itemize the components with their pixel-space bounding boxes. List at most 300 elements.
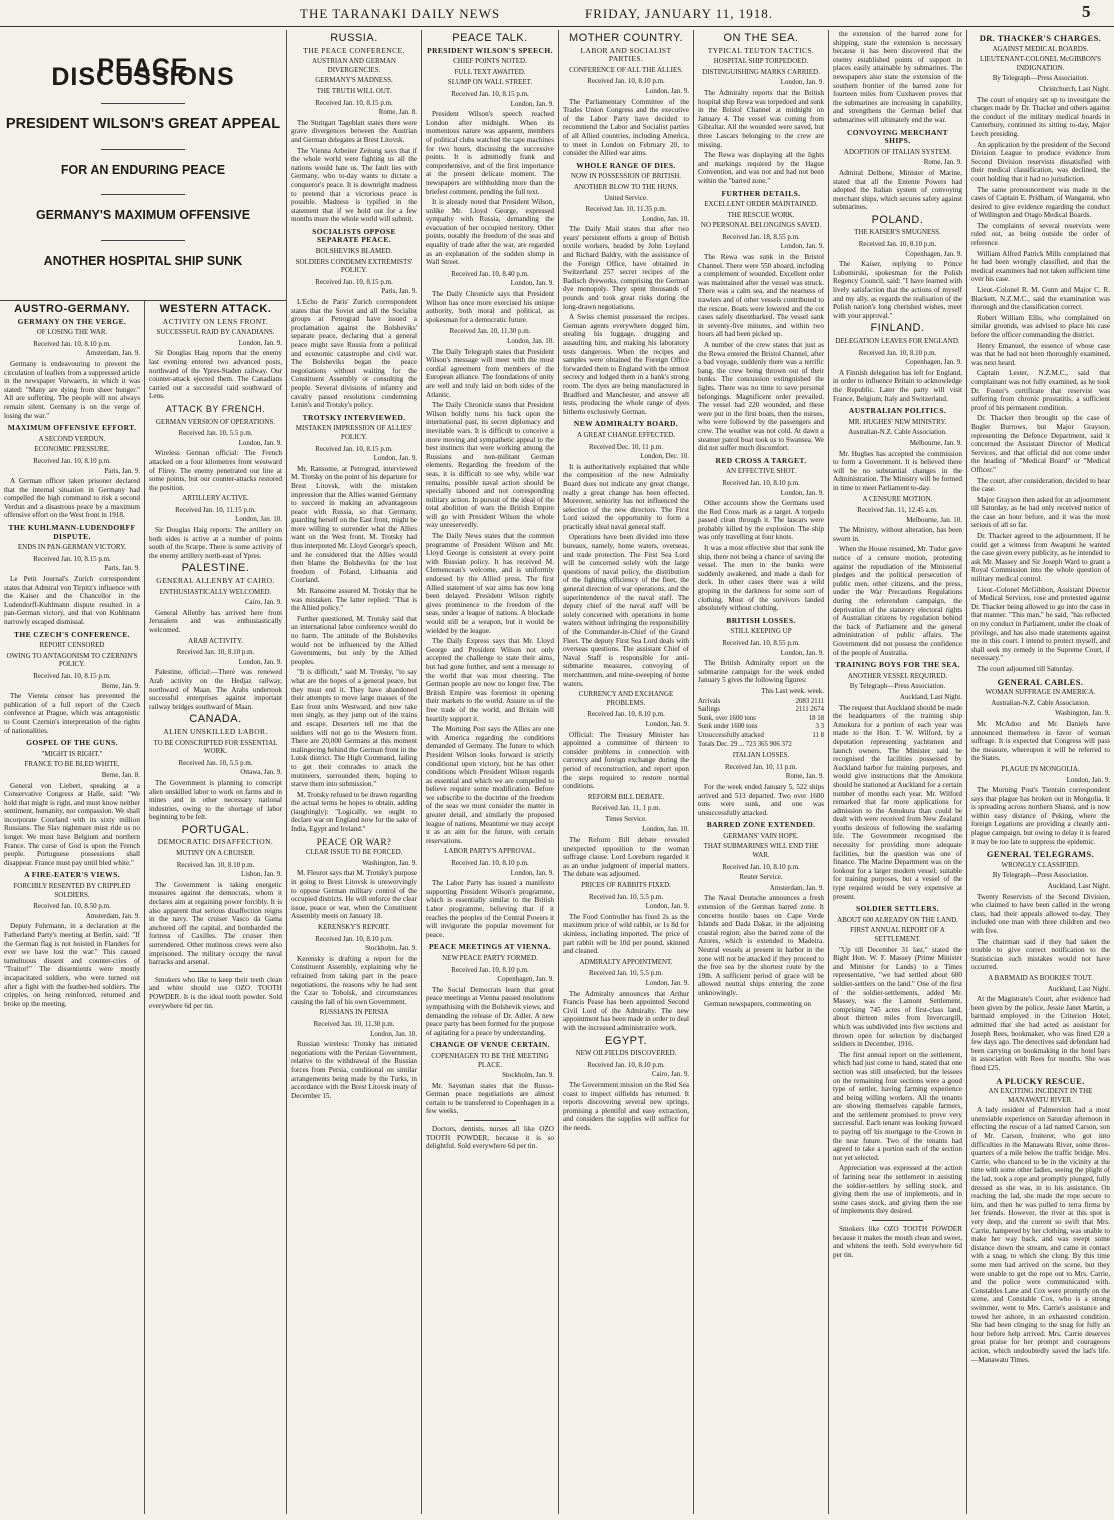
paragraph: The Admiralty announces that Arthur Francis Pease has been appointed Second Civil Lord of the Admiralty. The new appointment has been made in order to deal with the increased administrative work.: [563, 989, 689, 1032]
paragraph: A Finnish delegation has left for England, in order to influence Britain to acknowledge the Republic. Later the party will visit France, Belgium, Italy and Switzerland.: [833, 368, 962, 403]
subhead: GERMANY'S MADNESS.: [315, 76, 393, 85]
subhead: THE KUHLMANN-LUDENDORFF DISPUTE.: [8, 523, 136, 541]
subhead: THE TRUTH WILL OUT.: [316, 86, 392, 95]
subhead: ADOPTION OF ITALIAN SYSTEM.: [843, 147, 952, 156]
advertisement: Doctors, dentists, nurses all like OZO TOOTH POWDER, because it is so delightful. Sold everywhere 6d per tin.: [426, 1125, 554, 1151]
place: London, Jan. 9.: [238, 438, 282, 447]
subhead: GENERAL TELEGRAMS.: [986, 849, 1095, 860]
banner-subhead-3: GERMANY'S MAXIMUM OFFENSIVE: [35, 208, 251, 223]
paragraph: Le Petit Journal's Zurich correspondent states that Admiral von Tirpitz's influence with the Kaiser and the Chancellor in the Ludendorff-Kuhlmann dispute resulted in a pan-German victory, and that von Kuhlmann narrowly escaped dismissal.: [4, 575, 140, 626]
paragraph: The Reform Bill debate revealed unexpected opposition to the woman suffrage clause. Lord Loreburn regarded it as an undue judgment of imperial matters. The debate was adjourned.: [563, 836, 689, 879]
subhead: PEACE OR WAR?: [316, 836, 392, 847]
subhead: REPORT CENSORED: [39, 641, 105, 650]
place: London, Jan. 9.: [645, 719, 689, 728]
place: Amsterdam, Jan. 9.: [85, 911, 140, 920]
paragraph: The Rewa was displaying all the lights and markings required by the Hague Convention, and was not and had not been within the "barred zone.": [698, 151, 824, 185]
dateline: Received Jan. 10, 5.5 p.m.: [588, 892, 664, 901]
column-on-the-sea: [693, 30, 828, 1514]
subhead: THE CZECH'S CONFERENCE.: [13, 629, 131, 639]
place: Amsterdam, Jan. 9.: [769, 883, 824, 892]
paragraph: President Wilson's speech reached London after midnight. When its momentous nature was apparent, members of political clubs watched the tape machines for two hours, discussing the successive points. It is admittedly frank and comprehensive, and of the first importance at the present delicate moment. The newspapers are withholding more than the briefest comment, pending the full text.: [426, 110, 554, 196]
section-title: MOTHER COUNTRY.: [568, 32, 684, 44]
paragraph: Sir Douglas Haig reports that the enemy last evening entered two advanced posts, northward of the Ypres-Staden railway. Our counter-attack ejected them. The Canadians carried out a successful raid southward of Lens.: [149, 349, 282, 401]
subhead: By Telegraph—Press Association.: [992, 871, 1089, 880]
paragraph: General Allenby has arrived here from Jerusalem and was enthusiastically welcomed.: [149, 608, 282, 634]
section-title: WESTERN ATTACK.: [159, 303, 272, 315]
table-row: Sunk, over 1600 tons 18 18: [698, 714, 824, 722]
paragraph: The Daily Express says that Mr. Lloyd George and President Wilson not only accepted the challenge to state their aims, but had gone further, and sent a message to the world that was most cheering. The German people are now no longer free. The British Empire was foremost in opening their markets to the world. Assure us of the free trade of the world, and Britain will heartily support it.: [426, 637, 554, 723]
place: Stockholm, Jan. 9.: [502, 1071, 554, 1080]
banner-subhead-4: ANOTHER HOSPITAL SHIP SUNK: [43, 253, 243, 268]
page-number: 5: [1082, 2, 1092, 21]
place: Cairo, Jan. 9.: [651, 1070, 689, 1079]
place: Cairo, Jan. 9.: [244, 598, 282, 607]
place: London, Jan. 9.: [780, 648, 824, 657]
dateline: Received Jan. 10, 8.15 p.m.: [451, 89, 529, 98]
place: Washington, Jan. 9.: [1055, 709, 1110, 718]
dateline: Received Jan. 10, 8.10 p.m.: [33, 339, 111, 348]
subhead: PORTUGAL.: [181, 823, 250, 836]
dateline: Received Jan. 11, 12.45 a.m.: [857, 506, 938, 515]
dateline: Received Jan. 10, 8.10 p.m.: [587, 77, 665, 86]
paragraph: Other accounts show the Germans used the Red Cross mark as a target. A torpedo passed clean through it. The lascars were probably killed by the explosion. The ship was only travelling at four knots.: [698, 499, 824, 542]
subhead: ECONOMIC PRESSURE.: [34, 445, 110, 454]
dateline: Received Jan. 10, 8.10 p.m.: [176, 860, 255, 869]
place: London, Jan. 9.: [645, 86, 689, 95]
paragraph: The Rewa was sunk in the Bristol Channel. There were 550 aboard, including a complement of wounded. Excellent order was maintained after the vessel was struck. There was a calm sea, and the nearness of trawlers and of other vessels contributed to the rescue. Boats were lowered and the cot cases safely disembarked. The vessel sank in seventy-five minutes, and within two hours all had been picked up.: [698, 253, 824, 339]
subhead: TO BE CONSCRIPTED FOR ESSENTIAL WORK.: [153, 738, 278, 756]
paragraph: The Kaiser, replying to Prince Lubomirski, spokesman for the Polish Regency Council, said: "I have learned with lively satisfaction that the actions of myself and my ally, as regards the realisation of the Polish nation's long cherished wishes, meet with your approval.": [833, 260, 962, 320]
paragraph: M. Fleurot says that M. Trotsky's purpose in going to Brest Litovsk is unswervingly to oppose German military control of the occupied districts. He will enforce the clear issue, peace or war, when the Constituent Assembly meets on January 18.: [291, 869, 417, 921]
subhead: THE KAISER'S SMUGNESS.: [854, 228, 941, 237]
paragraph: Palestine, official:—There was renewed Arab activity on the Hedjaz railway, northward of Maan. The Arabs undertook successful enterprises against important railway bridges southward of Maan.: [149, 668, 282, 711]
subhead: CHIEF POINTS NOTED.: [453, 57, 527, 66]
paragraph: The Government is taking energetic measures against the democrats, whom it declares aim at regaining power forcibly. It is also apparent that serious disaffection reigns in the navy. The cruiser Vasco da Gama anchored off the capital, and bombarded the fortress of Caxilles. The cruiser then surrendered. Other mutinous crews were also imprisoned. The military occupy the naval barracks and arsenal.: [149, 880, 282, 967]
subhead: FORCIBLY RESENTED BY CRIPPLED SOLDIERS.: [13, 882, 131, 899]
paragraph: Dr. Thacker agreed to the adjournment. If he could get a witness from Awapuni he wanted the case given every publicity, as he intended to ask Mr. Massey and Sir Joseph Ward to grant a Royal Commission into the whole question of military medical control.: [971, 532, 1110, 584]
place: Rome, Jan. 9.: [923, 158, 962, 167]
subhead: CLEAR ISSUE TO BE FORCED.: [305, 848, 403, 857]
subhead: BRITISH LOSSES.: [726, 615, 796, 625]
place: Copenhagen, Jan. 9.: [497, 975, 554, 984]
paragraph: The Labor Party has issued a manifesto supporting President Wilson's programme, which is essentially similar to the British Labor programme, believing that if it reaches the peoples of the Central Powers it will invigorate the popular movement for peace.: [426, 879, 554, 939]
subhead: TYPICAL TEUTON TACTICS.: [707, 45, 815, 55]
paragraph: At the Magistrate's Court, after evidence had been given by the police, Jessie Janet Martin, a barmaid employed in the Criterion Hotel, admitted that she had acted as assistant for Joseph Rees, bookmaker, who was fined £20 a few days ago. The detectives said defendant had been carrying on bookmaking in the hotel bars in association with Rees for months. She was fined £25.: [971, 995, 1110, 1072]
paragraph: Mr. Hughes has accepted the commission to form a Government. It is believed there will be no substantial changes in the Administration. The Ministry will be formed in time to meet Parliament to-day.: [833, 449, 962, 492]
place: Rome, Jan. 8.: [378, 108, 417, 117]
paragraph: The first annual report on the settlement, which had just come to hand, stated that one section was still unselected, but the lessees on the remaining four sections were a good type of settler, having farming experience and being willing workers. All the tenants are showing themselves capable farmers, and the settlement promised to prove very successful. Each tenant was looking forward to paying off his mortgage to the Crown in the near future. Two of the tenants had agreed to take a portion each of the section not yet selected.: [833, 1050, 962, 1162]
paragraph: The Vienna Arbeiter Zeitung says that if the whole world were fighting us all the nations would hate us. The fault lies with Germany, who to-day wants to dictate a conqueror's peace. It is downright madness to pretend that a victorious peace is possible. Madness is typified in the statement that if we hold out for a few months more the whole world will submit.: [291, 146, 417, 224]
subhead: Australian-N.Z. Cable Association.: [991, 698, 1090, 707]
subhead: DELEGATION LEAVES FOR ENGLAND.: [835, 337, 960, 345]
subhead: SLUMP ON WALL STREET.: [447, 78, 533, 87]
subhead: CHANGE OF VENUE CERTAIN.: [429, 1040, 551, 1050]
place: London, Jan. 9.: [780, 78, 824, 87]
masthead: [0, 0, 1114, 27]
paragraph: The Ministry, without alteration, has been sworn in.: [833, 526, 962, 543]
subhead: AUSTRALIAN POLITICS.: [848, 406, 947, 416]
paragraph: The request that Auckland should be made the headquarters of the training ship Amokura for a portion of each year was made to the Hon. T. W. Wilford, by a deputation representing yachtsmen and launch owners. The Minister said he recognised the facilities possessed by Auckland harbor for training purposes, and would give instructions that the Amokura should be stationed at Auckland for a certain number of months each year. Mr. Wilford remarked that far more applications for admission to the Amokura than could be dealt with were received from New Zealand youths desirous of following the seafaring life. The Government recognised the necessity for providing more adequate facilities, but the question was one of finance. The Marine Department was on the lookout for a larger modern vessel, suitable for training purposes, but a vessel of the type required would be very expensive at present.: [833, 703, 962, 901]
section-title: PEACE TALK.: [452, 32, 528, 44]
paragraph: The court of enquiry set up to investigate the charges made by Dr. Thacker and others against the conduct of the military medical boards in Canterbury, continued its sitting to-day, Major Leech presiding.: [971, 95, 1110, 138]
paragraph: Sir Douglas Haig reports: The artillery on both sides is active at a number of points south of the Scarpe. There is some activity of the enemy artillery north-east of Ypres.: [149, 526, 282, 560]
dateline: Received Jan. 10, 8.10 p.m.: [722, 862, 800, 871]
subhead: ENTHUSIASTICALLY WELCOMED.: [159, 587, 272, 596]
place: Berne, Jan. 9.: [101, 681, 140, 690]
advertisement: Smokers who like to keep their teeth clean and white should use OZO TOOTH POWDER. It is the ideal tooth powder. Sold everywhere 6d per tin.: [149, 975, 282, 1010]
advertisement: Smokers like OZO TOOTH POWDER because it makes the mouth clean and sweet, and whitens the teeth. Sold everywhere 6d per tin.: [833, 1225, 962, 1259]
subhead: GERMAN VERSION OF OPERATIONS.: [155, 417, 276, 426]
paragraph: When the House resumed, Mr. Tudor gave notice of a censure motion, protesting against the repudiation of the Ministerial pledges and the political persecution of public men, other citizens, and the press, under the War Precautions Regulations during the referendum campaign, the deprivation of the statutory electoral rights of Australian citizens by regulation behind the back of Parliament and the general administration of public affairs. The Government did not possess the confidence of the people of Australia.: [833, 545, 962, 657]
subhead: EGYPT.: [604, 1034, 648, 1047]
paragraph: It is authoritatively explained that while the composition of the new Admiralty Board does not indicate any great change, really a great change has been effected. Moreover, seniority has not influenced the selection of the new directors. The First Lord seized the opportunity to form a practically ideal naval general staff.: [563, 462, 689, 531]
dateline: Received Jan. 10, 8.10 p.m.: [722, 478, 800, 487]
subhead: NOW IN POSSESSION OF BRITISH.: [570, 172, 682, 181]
dateline: Received Jan. 11, 1 p.m.: [591, 804, 661, 813]
subhead: ARAB ACTIVITY.: [188, 636, 243, 645]
paragraph: The Daily Chronicle says that President Wilson has once more exercised his unique authority, both moral and political, as spokesman for a democratic future.: [426, 290, 554, 324]
place: London, Jan. 9.: [510, 279, 554, 288]
paragraph: The court adjourned till Saturday.: [977, 664, 1074, 673]
dateline: Received Jan. 10, 8.10 p.m.: [858, 348, 937, 357]
subhead: OWING TO ANTAGONISM TO CZERNIN'S POLICY.: [6, 651, 138, 669]
paragraph: The British Admiralty report on the submarine campaign for the week ended January 5 gives the following figures:: [698, 659, 824, 685]
table-row: Sailings 2111 2674: [698, 706, 824, 714]
dateline: Received Jan. 10, 5.5 p.m.: [178, 429, 253, 438]
subhead: WOMAN SUFFRAGE IN AMERICA.: [985, 688, 1096, 697]
subhead: PALESTINE.: [181, 562, 250, 575]
column-russia: [286, 30, 421, 1514]
dateline: Received Jan. 10, 11.15 p.m.: [175, 505, 256, 514]
paragraph: Deputy Fuhrmann, in a declaration at the Fatherland Party's meeting at Berlin, said: "If the German flag is not hoisted in Flanders for ever we have lost the war." This caused tumultuous dissent and counter-cries of "Traitor!" The dissentients were mostly incapacitated soldiers, who were turned out after a fight with the feather-bed soldiers. The cripples, on being reinforced, returned and broke up the meeting.: [4, 922, 140, 1008]
dateline: Received Jan. 10, 8.40 p.m.: [451, 269, 529, 278]
subhead: PEACE MEETINGS AT VIENNA.: [428, 942, 552, 952]
paragraph: Germany is endeavouring to prevent the circulation of leaflets from a suppressed article in the newspaper Vorwaerts, in which it was stated: "Many are dying from sheer hunger." All are suffering. The people will not always remain silent. Germany is on the verge of losing the war.": [4, 359, 140, 420]
paragraph: Henry Emanuel, the essence of whose case was that he had not been thoroughly examined, was next heard.: [971, 341, 1110, 367]
subhead: NEW OILFIELDS DISCOVERED.: [575, 1049, 677, 1058]
place: London, Jan. 9.: [780, 242, 824, 251]
table-totals: Totals Dec. 29 ... 723 365 906 372: [698, 740, 792, 748]
place: Paris, Jan. 9.: [104, 564, 140, 573]
place: Washington, Jan. 9.: [362, 858, 417, 867]
place: London, Jan. 9.: [780, 488, 824, 497]
paragraph: Mr. Saysman states that the Russo-German peace negotiations are almost certain to be transferred to Copenhagen in a few weeks.: [426, 1081, 554, 1116]
subhead: BOLSHEVIKS BLAMED.: [315, 247, 393, 256]
subhead: DR. THACKER'S CHARGES.: [979, 33, 1102, 43]
subhead: KERENSKY'S REPORT.: [318, 923, 390, 931]
paragraph: "It is difficult," said M. Trotsky, "to say what are the hopes of a general peace, but they must end it. They have abandoned their attempts to move large masses of the East front units Westward, and now take men singly, as they jump out of the trains and escape. Deserters tell me that the soldiers will not go to the Western front. There are 20,000 Germans at this moment malingering behind the German front in the Lutsk district. The High Command, failing to get their comrades to attack the mutineers, surrounded them, hoping to starve them into submission.": [291, 668, 417, 789]
subhead: LABOR AND SOCIALIST PARTIES.: [580, 45, 672, 64]
paragraph: Lieut.-Colonel McGibbon, Assistant Director of Medical Services, rose and protested against Dr. Thacker being allowed to go into the case in that manner. "This man," he said, "has reflected on my conduct in Parliament, under the cloak of privilege, and has also made statements against me in this court. I intend to protect myself, and shall seek my remedy in the Supreme Court, if necessary.": [971, 585, 1110, 663]
paragraph: Mr. Ransome assured M. Trotsky that he was mistaken. The latter replied: "That is the Allied policy.": [291, 587, 417, 613]
paragraph: Appreciation was expressed at the action of farming near the settlement in assisting the soldier-settlers by selling stock, and giving them the use of implements, and in some cases stock, and giving them the use of implements they desired.: [833, 1164, 962, 1216]
dateline: Received Jan. 10, 8.10 p.m.: [315, 934, 393, 943]
column-austro-germany: [0, 300, 144, 1514]
place: London, Jan. 9.: [510, 99, 554, 108]
subhead: SUCCESSFUL RAID BY CANADIANS.: [156, 328, 275, 337]
dateline: Received Jan. 10, 11 p.m.: [724, 762, 798, 771]
dateline: Received Jan. 10, 8.10 p.m.: [587, 1060, 665, 1069]
place: Stockholm, Jan. 9.: [365, 944, 417, 953]
subhead: SOLDIER SETTLERS.: [855, 904, 940, 914]
newspaper-title: THE TARANAKI DAILY NEWS: [300, 6, 501, 21]
subhead: DEMOCRATIC DISAFFECTION.: [157, 837, 274, 847]
paragraph: Twenty Reservists of the Second Division, who claimed to have been called in the wrong class, had their appeals allowed to-day. They included one man with three children and two with five.: [971, 892, 1110, 935]
subhead: AN EXCITING INCIDENT IN THE MANAWATU RIVER.: [988, 1087, 1093, 1104]
paragraph: The Stuttgart Tageblatt states there were grave divergences between the Austrian and German delegates at Brest Litovsk.: [291, 118, 417, 144]
subhead: ENDS IN PAN-GERMAN VICTORY.: [17, 543, 127, 552]
subhead: Australian-N.Z. Cable Association.: [848, 428, 947, 437]
subhead: A CENSURE MOTION.: [862, 494, 933, 503]
subhead: FIRST ANNUAL REPORT OF A SETTLEMENT.: [850, 926, 945, 943]
paragraph: An application by the president of the Second Division League to produce evidence from Second Division reservists dissatisfied with their medical classification, was declined, the court holding that it had no jurisdiction.: [971, 140, 1110, 183]
paragraph: The Naval Deutsche announces a fresh extension of the German barred zone. It concerns hostile bases on Cape Verde Islands and Dada Dakar, in the adjoining coastal region; also the barred zone of the Azores, which is extended to Madeira. Neutral vessels at present in harbor in the zone will not be attacked if they proceed to the free sea by the shortest route by the 19th. A sufficient period of grace will be allowed neutral ships entering the zone unknowingly.: [698, 894, 824, 997]
subhead: CURRENCY AND EXCHANGE PROBLEMS.: [578, 690, 674, 707]
paragraph: The Food Controller has fixed 2s as the maximum price of wild rabbit, or 1s 8d for skinless, including imported. The price of part rabbit will be 10d per pound, skinned and cleaned.: [563, 912, 689, 956]
paragraph: A German officer taken prisoner declared that the internal situation in Germany had compelled the high command to risk a second Verdun and a disastrous peace by a maximum offensive effort on the West front in 1918.: [4, 477, 140, 520]
subhead: CONFERENCE OF ALL THE ALLIES.: [569, 65, 683, 74]
place: Paris, Jan. 9.: [104, 466, 140, 475]
subhead: AN EFFECTIVE SHOT.: [725, 467, 797, 476]
dateline: Received Jan. 18, 8.55 p.m.: [722, 232, 800, 241]
subhead: ALIEN UNSKILLED LABOR.: [163, 726, 268, 736]
dateline: Received Jan. 10, 8.15 p.m.: [315, 98, 393, 107]
subhead: FINLAND.: [870, 322, 925, 335]
column-western-attack: [144, 300, 286, 1514]
paragraph: The Government mission on the Red Sea coast to inspect oilfields has returned. It reports discovering several new springs, promising a plentiful and easy extraction, and considers the supplies will suffice for the needs.: [563, 1080, 689, 1132]
subhead: FURTHER DETAILS.: [721, 188, 801, 198]
paragraph: The Vienna censor has prevented the publication of a full report of the Czech conference at Prague, which was antagonistic to Count Czernin's interpretation of the rights of nationalities.: [4, 692, 140, 735]
paragraph: Admiral Delbone, Minister of Marine, stated that all the Entente Powers had adopted the Italian system of convoying merchant ships, which secures safety against submarines.: [833, 168, 962, 212]
dateline: Received Jan. 10, 8.50 p.m.: [33, 902, 111, 911]
place: London, Jan. 9.: [1066, 775, 1110, 784]
subhead: FULL TEXT AWAITED.: [454, 67, 526, 76]
dateline: Received Jan. 10, 11.35 p.m.: [585, 205, 667, 214]
subhead: GENERAL ALLENBY AT CAIRO.: [156, 576, 275, 586]
place: London, Jan. 9.: [645, 902, 689, 911]
subhead: United Service.: [604, 193, 648, 202]
subhead: COPENHAGEN TO BE THE MEETING PLACE.: [431, 1051, 549, 1069]
place: Copenhagen, Jan. 9.: [905, 249, 962, 258]
dateline: Received Jan. 10, 11.30 p.m.: [313, 1019, 395, 1028]
subhead: ABOUT 600 ALREADY ON THE LAND.: [837, 915, 958, 924]
dateline: Received Jan. 10, 8.15 p.m.: [33, 671, 111, 680]
table-row: Sunk under 1600 tons 3 3: [698, 723, 824, 731]
place: Melbourne, Jan. 10.: [906, 515, 962, 524]
paragraph: L'Echo de Paris' Zurich correspondent states that the Soviet and all the Socialist groups at Petrograd have issued a proclamation against the Bolsheviks' separate peace, declaring that a general peace might save Russia from a political and economic catastrophe and civil war. The Bolsheviks began the peace negotiations without waiting for the Constituent Assembly or consulting the people. Several divisions of infantry and cavalry passed resolutions condemning Lenin's and Trotsky's policy.: [291, 298, 417, 410]
dateline: Received Jan. 10, 8.15 p.m.: [315, 444, 393, 453]
subhead: WRONGLY CLASSIFIED.: [1001, 860, 1080, 869]
paragraph: Dr. Thacker then brought up the case of Bugler Burrows, but Major Grayson, representing the Defence Department, said it concerned the Assistant Director of Medical Services, and that official did not come under the heading of "Medical Board" or "Medical Officer.": [971, 414, 1110, 474]
subhead: RUSSIANS IN PERSIA: [319, 1008, 389, 1017]
paragraph: General von Liebert, speaking at a Conservative Congress at Halle, said: "We hold that might is right, and must know neither sentiment, humanity, nor compassion. We shall incorporate Courland with its sixty million Russians. The Slav nightmare must ride us no longer. We must have Belgium and northern France. The curse of God is upon the French people. Portuguese possessions shall disappear. France must pay until bled white.": [4, 781, 140, 867]
dateline: Received Jan. 10, 8.15 p.m.: [33, 554, 111, 563]
subhead: GENERAL CABLES.: [997, 676, 1084, 687]
subhead: PLAGUE IN MONGOLIA.: [1001, 764, 1080, 773]
subhead: DISTINGUISHING MARKS CARRIED.: [702, 67, 820, 76]
subhead: A PLUCKY RESCUE.: [996, 1075, 1085, 1086]
subhead: A GREAT CHANGE EFFECTED.: [577, 430, 675, 439]
subhead: GERMANS' VAIN HOPE.: [723, 831, 799, 840]
place: London, Dec. 10.: [640, 452, 689, 461]
paragraph: A Swiss chemist possessed the recipes. German agents everywhere dogged him, stealing his luggage, drugging and assaulting him, and making his laboratory tests dangerous. When the recipes and samples were obtained the Foreign Office forwarded them to England with the utmost secrecy and lodged them in a bank's strong room. The dyes are being manufactured in Bradford and Manchester, and answer all tests, producing the whole range of dyes hitherto exclusively German.: [563, 313, 689, 416]
subhead: Reuter Service.: [739, 873, 783, 882]
paragraph: M. Trotsky refused to be drawn regarding the actual terms he hopes to obtain, adding (laughingly): "Logically, we ought to declare war on England now for the sake of India, Egypt and Ireland.": [291, 790, 417, 834]
subhead: MUTINY ON A CRUISER.: [176, 849, 255, 858]
paragraph: A number of the crew states that just as the Rewa entered the Bristol Channel, after a bad voyage, suddenly there was a terrific bang, the crew being thrown out of their bunks. The concussion extinguished the lights. There was no time to save personal belongings. Magnificent order prevailed. The vessel had 220 wounded, and these were put in the first boats, then the nurses, who were followed by the passengers and crew. The weather was not cold. At dawn a steamer patrol boat took us to Swansea. We did not suffer much discomfort.: [698, 341, 824, 453]
paragraph: Mr. Ransome, at Petrograd, interviewed M. Trotsky on the point of his departure for Brest Litovsk, with the mistaken impression that the Allies wanted Germany to succeed in making an advantageous peace with Russia, so that Germany, guarding herself on the East front, might be more willing to surrender what the Allies want on the West front. M. Trotsky had thus interpreted Mr. Lloyd George's speech, and he considered that the Allies would then blame the Bolsheviks for the lost freedom of Poland, Lithuania and Courland.: [291, 464, 417, 585]
subhead: Times Service.: [605, 814, 647, 823]
subhead: ITALIAN LOSSES.: [732, 751, 790, 760]
paragraph: Captain Lester, N.Z.M.C., said that complainant was not fully examined, as he took Dr. Foster's certificate that reservist was suffering from chronic prostatitis, a sufficient proof of his permanent condition.: [971, 369, 1110, 412]
place: Melbourne, Jan. 9.: [909, 438, 962, 447]
column-right: [828, 30, 966, 1514]
dateline: Received Jan. 10, 11.30 p.m.: [449, 327, 531, 336]
paragraph: Mr. McAdoo and Mr. Daniels have announced themselves in favor of woman suffrage. It is expected that Congress will pass the measure, whereupon it will be referred to the States.: [971, 719, 1110, 763]
subhead: LIEUTENANT-COLONEL McGIBBON'S INDIGNATION.: [979, 55, 1102, 72]
dateline: Received Jan. 10, 5.5 p.m.: [178, 758, 253, 767]
place: London, Jan. 10.: [642, 214, 689, 223]
paragraph: The Daily Telegraph states that President Wilson's message will meet with the most cordial agreement from members of the European alliance. The foundations of unity are well and truly laid on both sides of the Atlantic.: [426, 347, 554, 399]
paragraph: The complaints of several reservists were ruled out, as being outside the order of reference.: [971, 221, 1110, 248]
subhead: PRICES OF RABBITS FIXED.: [581, 881, 671, 890]
subhead: THAT SUBMARINES WILL END THE WAR.: [703, 842, 819, 860]
subhead: CONVOYING MERCHANT SHIPS.: [846, 127, 948, 146]
paragraph: Major Grayson then asked for an adjournment till Saturday, as he had only received notice of the case an hour before, and it was the most serious of all so far.: [971, 495, 1110, 530]
paragraph: It is already noted that President Wilson, unlike Mr. Lloyd George, expressed sympathy with Russia, demanding the evacuation of her occupied territory. Other points, notably the freedom of the seas and equality of trade after the war, are regarded as an explanation of the sudden slump in Wall Street.: [426, 198, 554, 267]
subhead: NO PERSONAL BELONGINGS SAVED.: [700, 221, 822, 230]
place: London, Jan. 10.: [370, 1029, 417, 1038]
subhead: RED CROSS A TARGET.: [715, 455, 807, 465]
column-far-right: [966, 30, 1114, 1514]
subhead: By Telegraph—Press Association.: [992, 74, 1089, 83]
banner-subhead-1: PRESIDENT WILSON'S GREAT APPEAL: [5, 116, 281, 133]
table-row: Arrivals 2083 2111: [698, 697, 824, 705]
paragraph: the extension of the barred zone for shipping, state the extension is necessary because it has been discovered that the enemy established points of support in places easily attainable by submarines. The newspapers also state the extension of the southern frontier of the barred zone for fourteen miles from Cuxhaven proves that the submarines are increasing in capability, and strengthens the German belief that submarines will ultimately end the war.: [833, 30, 962, 124]
dateline: Received Jan. 10, 8.15 p.m.: [315, 277, 393, 286]
subhead: WHOLE RANGE OF DIES.: [576, 160, 676, 170]
subhead: A FIRE-EATER'S VIEWS.: [24, 870, 120, 880]
subhead: AGAINST MEDICAL BOARDS.: [992, 44, 1089, 53]
subhead: OF LOSING THE WAR.: [36, 328, 108, 337]
paragraph: The Admiralty reports that the British hospital ship Rewa was torpedoed and sunk in the Bristol Channel at midnight on January 4. The vessel was coming from Gibraltar. All the wounded were saved, but three Lascars belonging to the crew are missing.: [698, 88, 824, 149]
subhead: AUSTRIAN AND GERMAN DIVERGENCIES.: [311, 57, 396, 74]
paragraph: Robert William Ellis, who complained on similar grounds, was advised to place his case before the officer commanding the district.: [971, 313, 1110, 339]
subhead: NEW ADMIRALTY BOARD.: [573, 419, 679, 429]
subhead: ACTIVITY ON LENS FRONT.: [162, 316, 269, 326]
paragraph: The Daily Mail states that after two years' persistent efforts a group of British textile workers, headed by John Leyland and Richard Baldry, with the assistance of the Foreign Office, have obtained in Switzerland 257 secret recipes of the Badisch dyeworks, comprising the German dye monopoly. They spent thousands of pounds and took great risks during the long-drawn negotiations.: [563, 225, 689, 311]
paragraph: Kerensky is drafting a report for the Constituent Assembly, explaining why he refrained from taking part in the peace negotiations, the reasons why he had sent the Czar to Tobolsk, and circumstances causing the fall of his own Government.: [291, 954, 417, 1006]
subhead: ADMIRALTY APPOINTMENT.: [579, 957, 673, 966]
paragraph: Lieut.-Colonel R. M. Gunn and Major C. R. Blackett, N.Z.M.C., said the examination was thorough and the classification correct.: [971, 286, 1110, 312]
paragraph: The Parliamentary Committee of the Trades Union Congress and the executive of the Labor Party have decided to recommend the Labor and Socialist parties of all Allied countries, including America, to meet in London on February 20, to consider the Allied war aims.: [563, 97, 689, 158]
subhead: NEW PEACE PARTY FORMED.: [442, 953, 538, 962]
place: London, Jan. 10.: [235, 515, 282, 524]
subhead: THE PEACE CONFERENCE.: [303, 45, 405, 55]
paragraph: A lady resident of Palmerston had a most unenviable experience on Saturday afternoon in effecting the rescue of a lad named Carson, son of Mr. Carson, fruiterer, who got into difficulties in the Manawatu River, some three-quarters of a mile below the traffic bridge. Mrs. Carrie, who chanced to be in the vicinity at the time with some other ladies, seeing the plight of the lad, took a rope and promptly plunged, fully dressed as she was, in to his assistance. On reaching the lad, she made the rope secure to him, and then he was pulled to terra firma by her friends. However, the river at this spot is very deep, and the current so swift that Mrs. Carrie, hampered by her clothing, was unable to make her way back, and was swept some distance down the stream, and came in contact with a snag, to which she clung. By this time some men had arrived on the scene, but they were unable to get the rope out to Mrs. Carrie, and the police were communicated with. Constables Lane and Cox were promptly on the scene, and Constable Cox, who is a strong swimmer, went to Mrs. Carrie's assistance and towed her ashore, in an exhausted condition. She had been clinging to the snag for fully an hour before help arrived. Mrs. Carrie deserves great praise for her prompt and courageous action, which undoubtedly saved the lad's life.—Manawatu Times.: [971, 1106, 1110, 1364]
subhead: ARTILLERY ACTIVE.: [182, 494, 249, 503]
paragraph: The same pronouncement was made in the cases of Captain E. Pridham, of Wanganui, who desired to give evidence regarding the conduct of Wellington and Otago Medical Boards.: [971, 185, 1110, 220]
place: Rome, Jan. 9.: [785, 772, 824, 781]
paragraph: "Up till December 31 last," stated the Right Hon. W. F. Massey (Prime Minister and Minister for Lands) to a Times representative, "we had settled about 600 soldier-settlers on the land." One of the first of the soldier-settlements, added Mr. Massey, was the Lamont Settlement, comprising 745 acres of first-class land, about thirteen miles from Invercargill, which was subdivided into five sections and thrown open for selection by discharged soldiers in December, 1916.: [833, 945, 962, 1049]
paragraph: The Social Democrats learn that great peace meetings at Vienna passed resolutions sympathising with the Bolshevik views, and demanding the release of Dr. Adler. A new peace party has been formed for the purpose of agitating for a peace by understanding.: [426, 985, 554, 1037]
dateline: Received Jan. 10, 8.55 p.m.: [722, 639, 800, 647]
subhead: MISTAKEN IMPRESSION OF ALLIES' POLICY.: [295, 424, 413, 441]
section-title: AUSTRO-GERMANY.: [14, 303, 130, 315]
subhead: HOSPITAL SHIP TORPEDOED.: [713, 57, 809, 66]
place: Ottawa, Jan. 9.: [240, 768, 282, 777]
place: Christchurch, Last Night.: [1038, 84, 1110, 93]
banner: [0, 30, 286, 300]
subhead: By Telegraph—Press Association.: [849, 682, 946, 691]
paragraph: The Daily Chronicle states that President Wilson boldly turns his back upon the international past, its secret diplomacy and inevitable wars. It is difficult to conceive a more moving and sympathetic appeal to the best instincts that were working among the Russians and non-militant German elements. Regarding the freedom of the seas, it is difficult to see why, while war remains, possible naval action should be specially tabooed and not corresponding military action. In pursuit of the ideal of the total abolition of wars the British Empire will go with President Wilson the whole way unreservedly.: [426, 401, 554, 530]
dateline: Received Jan. 10, 8.10 p.m.: [451, 859, 529, 868]
paragraph: Official: The Treasury Minister has appointed a committee of thirteen to consider problems in connection with currency and foreign exchange during the period of reconstruction, and report upon the steps required to restore normal conditions.: [563, 730, 689, 791]
subhead: ATTACK BY FRENCH.: [165, 403, 266, 414]
dateline: Received Jan. 10, 8.10 p.m.: [858, 240, 937, 249]
paragraph: The chairman said if they had taken the trouble to give correct notification to the Statistician such mistakes would not have occurred.: [971, 937, 1110, 972]
dateline: Received Jan. 10, 8.10 p.m.: [176, 648, 255, 657]
paragraph: For the week ended January 5, 522 ships arrived and 513 departed. Two over 1600 tons were sunk, and one was unsuccessfully attacked.: [698, 782, 824, 817]
subhead: GOSPEL OF THE GUNS.: [26, 738, 118, 748]
place: Copenhagen, Jan. 9.: [905, 358, 962, 367]
dateline: Received Jan. 10, 5.5 p.m.: [588, 969, 664, 978]
table-header: This Last week. week.: [761, 686, 824, 695]
banner-subhead-2: FOR AN ENDURING PEACE: [60, 162, 226, 177]
subhead: MAXIMUM OFFENSIVE EFFORT.: [7, 423, 137, 433]
column-mother-country: [558, 30, 693, 1514]
subhead: SOCIALISTS OPPOSE SEPARATE PEACE.: [312, 226, 396, 245]
subhead: TROTSKY INTERVIEWED.: [302, 412, 406, 422]
subhead: GERMANY ON THE VERGE.: [17, 316, 127, 326]
place: London, Jan. 10.: [507, 337, 554, 345]
subhead: ANOTHER BLOW TO THE HUNS.: [573, 182, 679, 191]
dateline: Received Jan. 10, 8.10 p.m.: [587, 710, 665, 719]
subhead: ANOTHER VESSEL REQUIRED.: [847, 671, 948, 680]
paragraph: Further questioned, M. Trotsky said that an international labor conference would do no harm. The attitude of the Bolsheviks would not be influenced by the Allied Governments, but only by the Allied peoples.: [291, 614, 417, 666]
place: Auckland, Last Night.: [899, 692, 962, 701]
place: London, Jan. 9.: [645, 978, 689, 987]
place: London, Jan. 9.: [238, 338, 282, 347]
losses-table: [698, 687, 824, 749]
subhead: A BARMAID AS BOOKIES' TOUT.: [988, 973, 1093, 982]
column-peace-talk: [421, 30, 558, 1514]
paragraph: Russian wireless: Trotsky has initiated negotiations with the Persian Government, relative to the withdrawal of the Russian forces from Persia, conditional on similar arrangements being made by the Turks, in accordance with the Brest Litovsk treaty of December 15.: [291, 1040, 417, 1100]
subhead: LABOR PARTY'S APPROVAL.: [444, 847, 536, 856]
subhead: FRANCE TO BE BLED WHITE.: [24, 760, 120, 769]
subhead: MR. HUGHES' NEW MINISTRY.: [848, 417, 947, 426]
paragraph: The Morning Post's Tientsin correspondent says that plague has broken out in Mongolia. It is spreading across northern Shansi, and is now within easy distance of Peking, where the foreign Legations are providing a cleanly anti-plague campaign, but owing to delay it is feared it may be too late to suppress the epidemic.: [971, 786, 1110, 846]
subhead: STILL KEEPING UP: [730, 627, 792, 636]
subhead: BARRED ZONE EXTENDED.: [706, 820, 816, 830]
place: London, Jan. 9.: [238, 657, 282, 666]
banner-headline: PEACE DISCUSSIONS: [51, 54, 235, 91]
paragraph: The Government is planning to conscript alien unskilled labor to work on farms and in mines and in other necessary national industries, owing to the shortage of labor beginning to be felt.: [149, 778, 282, 822]
subhead: A SECOND VERDUN.: [38, 434, 106, 443]
place: London, Jan. 9.: [510, 868, 554, 877]
subhead: PRESIDENT WILSON'S SPEECH.: [427, 45, 553, 55]
subhead: THE RESCUE WORK.: [727, 210, 795, 219]
place: Lisbon, Jan. 9.: [240, 870, 282, 879]
place: Auckland, Last Night.: [1047, 882, 1110, 891]
place: Paris, Jan. 9.: [381, 287, 417, 296]
paragraph: The Morning Post says the Allies are one with America regarding the conditions demanded of Germany. The future to which President Wilson looks forward is strictly conditional upon victory, but he has other conditions which President Wilson regards as essential and which we are compelled to believe require some modification. Before we subscribe to the doctrine of the freedom of the seas we must consider the matter in greater detail, and similarly the proposed league of nations. Meantime we may accept it as an aim for the future, with certain reservations.: [426, 725, 554, 845]
table-row: Unsuccessfully attacked 11 8: [698, 731, 824, 739]
subhead: CANADA.: [189, 713, 242, 726]
paragraph: It was a most effective shot that sunk the ship, there not being a chance of saving the vessel. The men in the bunks were suddenly awakened, and made a dash for deck. In other cases there was a wild groping in the darkness for some sort of clothing. Most of the survivors landed absolutely without clothing.: [698, 544, 824, 613]
subhead: TRAINING BOYS FOR THE SEA.: [835, 660, 960, 670]
place: London, Jan. 10.: [642, 825, 689, 834]
